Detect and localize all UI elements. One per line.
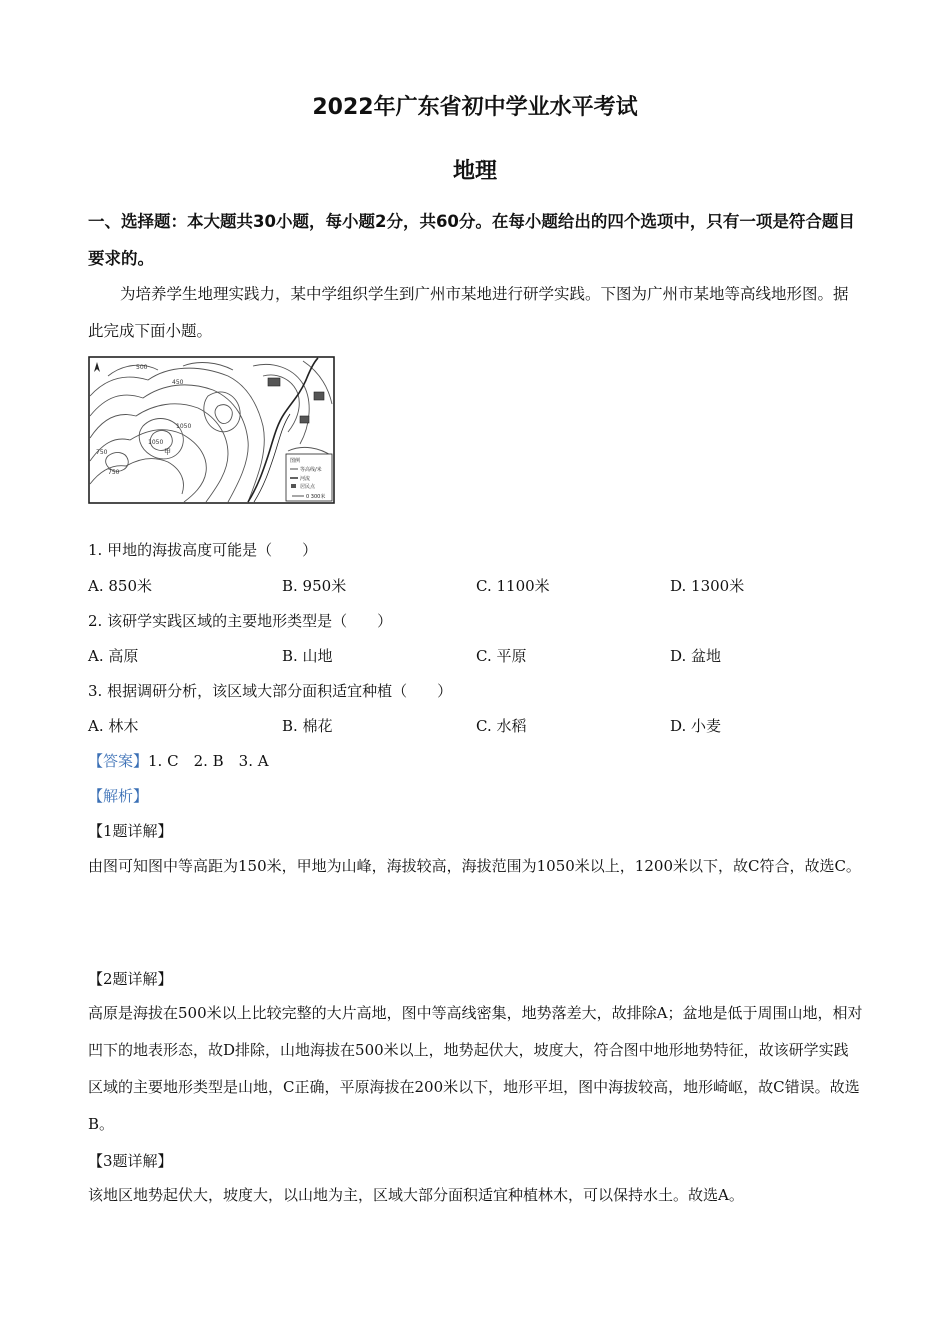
q1-option-c: C. 1100米 (476, 577, 550, 595)
q2-option-b: B. 山地 (282, 647, 333, 665)
contour-label: 450 (172, 379, 184, 386)
passage-text: 为培养学生地理实践力，某中学组织学生到广州市某地进行研学实践。下图为广州市某地等高线地形图。据此完成下面小题。 (88, 285, 849, 340)
question-3-stem: 3. 根据调研分析，该区域大部分面积适宜种植（ ） (88, 682, 453, 700)
q2-option-d: D. 盆地 (670, 647, 722, 665)
question-1-stem: 1. 甲地的海拔高度可能是（ ） (88, 541, 318, 559)
legend-title: 图例 (290, 458, 301, 464)
passage (88, 276, 863, 350)
q3-detail-text: 该地区地势起伏大，坡度大，以山地为主，区域大部分面积适宜种植林木，可以保持水土。故选A。 (88, 1186, 744, 1204)
subject-title: 地理 (452, 159, 497, 184)
q3-detail-title: 【3题详解】 (88, 1152, 173, 1170)
q3-option-d: D. 小麦 (670, 717, 722, 735)
scale-label: 0 300米 (306, 494, 326, 500)
contour-label: 750 (108, 469, 120, 476)
q3-option-b: B. 棉花 (282, 717, 333, 735)
section-heading: 一、选择题：本大题共30小题，每小题2分，共60分。在每小题给出的四个选项中，只有一项是符合题目要求的。 (88, 212, 855, 268)
analysis-label: 【解析】 (88, 787, 149, 805)
settlement-marker (268, 378, 280, 386)
q1-option-b: B. 950米 (282, 577, 347, 595)
q2-detail-text: 高原是海拔在500米以上比较完整的大片高地，图中等高线密集，地势落差大，故排除A；盆地是低于周围山地，相对凹下的地表形态，故D排除，山地海拔在500米以上，地势起伏大，坡度大，符合图中地形地势特征，故该研学实践区域的主要地形类型是山地，C正确，平原海拔在200米以下，地形平坦，图中海拔较高，地形崎岖，故C错误。故选B。 (88, 1004, 863, 1133)
settlement-marker (314, 392, 324, 400)
answer-label: 【答案】 (88, 752, 149, 770)
contour-label: 500 (136, 364, 148, 371)
contour-map (88, 356, 335, 504)
q2-detail-title: 【2题详解】 (88, 970, 173, 988)
q2-option-a: A. 高原 (88, 647, 139, 665)
answer-line (88, 750, 269, 772)
contour-label: 750 (96, 449, 108, 456)
jia-location-label: 甲 (164, 448, 171, 456)
contour-label: 1050 (148, 439, 164, 446)
settlement-marker (300, 416, 309, 423)
question-2-stem: 2. 该研学实践区域的主要地形类型是（ ） (88, 612, 393, 630)
q1-detail-title: 【1题详解】 (88, 822, 173, 840)
q1-option-d: D. 1300米 (670, 577, 745, 595)
answer-value: 1. C 2. B 3. A (148, 752, 269, 770)
q3-option-a: A. 林木 (88, 717, 139, 735)
q2-option-c: C. 平原 (476, 647, 527, 665)
legend-item: 等高线/米 (300, 467, 322, 473)
exam-title: 2022年广东省初中学业水平考试 (312, 95, 638, 120)
contour-label: 1050 (176, 423, 192, 430)
legend-item: 居民点 (300, 484, 316, 490)
q1-detail-text: 由图可知图中等高距为150米，甲地为山峰，海拔较高，海拔范围为1050米以上，1200米以下，故C符合，故选C。 (88, 857, 861, 875)
q3-option-c: C. 水稻 (476, 717, 527, 735)
q1-option-a: A. 850米 (88, 577, 152, 595)
legend-item: 河流 (300, 476, 311, 482)
map-legend (286, 454, 332, 501)
